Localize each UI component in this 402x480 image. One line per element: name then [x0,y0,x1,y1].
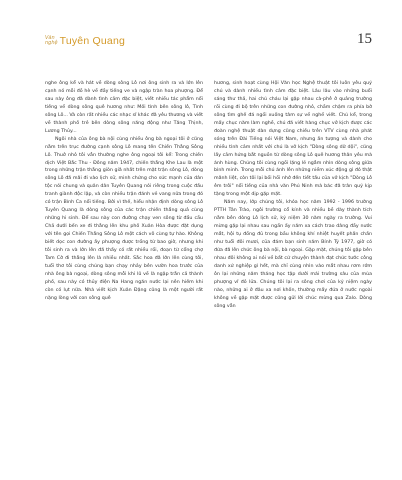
magazine-logo [45,32,125,50]
paragraph: Năm nay, lớp chúng tôi, khóa học năm 1992 - 1996 trường PTTH Tân Trào, ngôi trường cổ kính và nhiều bề dày thành tích nằm bên dòng Lô lịch sử, kỷ niệm 30 năm ngày ra trường. Vui mừng gặp lại nhau sau ngần ấy năm xa cách trao dâng đầy nước mắt, hội tụ đồng đủ trong bầu không khí nhiệt huyết phấn chấn như tuổi đôi mươi, của đám bạn sinh năm Bính Tý 1977, giờ có đứa đã lên chức ông bà nội, bà ngoại. Gặp mặt, chúng tôi gặp bên nhau đôi không ai nói về bất cứ chuyện thành đạt chức tước công danh xứ nghiệp gì hết, mà chỉ cùng nhìn vào mắt nhau rơm rớm ôn lại những năm tháng học tập dưới mái trường sâu của mùa phượng vĩ đỏ lửa. Chúng tôi lại ra sông chơi của kỷ niệm ngày nào, những ai ở đâu xa nơi khốn, thường mấy đứa ở nước ngoài không về gặp mặt được cũng gửi lời chúc mừng qua Zalo. Dòng sông vẫn [214,200,372,309]
logo-small-bottom: nghệ [45,40,58,46]
left-column [45,80,203,466]
article-body [45,80,372,466]
logo-title: Tuyên Quang [59,35,126,47]
paragraph: Ngôi nhà của ông bà nội cùng nhiều ông bà ngoại tôi ở cũng nằm trên trục đường cạnh sông Lô mang tên Chiến Thắng Sông Lô. Thuở nhỏ tôi vẫn thường nghe ông ngoại tôi kể: Trong chiến dịch Việt Bắc Thu - Đông năm 1947, chiến thắng Khe Lau là một trong những trận thắng giòn giã nhất trên mặt trận sông Lô, dòng sông Lô đã mãi đi vào lịch sử, minh chứng cho sức mạnh của dân tộc nói chung và quân dân Tuyên Quang nói riêng trong cuộc đấu tranh giành độc lập, và còn nhiều trận đánh vẻ vang nữa trong đó có trận Bình Ca nổi tiếng. Bởi vì thế, hiểu nhận định dòng sông Lô Tuyên Quang là dòng sông của các trận chiến thắng quả cùng những hi sinh. Để sau này con đường chạy ven sông từ đầu cầu Chả dưới bến xe đi thẳng lên khu phố Xuân Hòa được đặt dụng với tên gọi Chiến Thắng Sông Lô một cách vô cùng tự hào. Không biết dọc con đường ấy phượng được trồng từ bao giờ, nhưng khi tôi sinh ra và lớn lên đã thấy có rất nhiều rồi, đoạn từ cổng chợ Tam Cờ đi thẳng lên là nhiều nhất. Sắc hoa đã lớn lên cùng tôi, tuổi thơ tôi cùng chúng bạn chạy nhảy bên vườn hoa trước của nhà ông bà ngoại, dòng sông mỗi khi lũ về là ngập trắn cả thành phố, sau này có thủy điện Na Hang ngăn nước lại nên hiếm khi còn có lụt nữa. Nhà viết kịch Xuân Đặng cũng là một người rất nặng lòng với con sông quê [45,136,203,301]
paragraph: nghe ông kể và hát về dòng sông Lô nơi ông sinh ra và lớn lên cạnh nó mỗi đồ hè về đầy tiếng ve và ngập tràn hoa phượng. Để sau này ông đã dành tình cảm đặc biệt, viết nhiều tác phẩm nổi tiếng về dòng sông quê hương như: Mối tình bên sông lô, Tình sông Lô... Và còn rất nhiều các nhạc sĩ khác đã yêu thương và viết về thành phố trẻ bên dòng sông năng động như Tăng Thịnh, Lương Thủy... [45,81,203,134]
logo-small-top: Văn [45,35,55,41]
paragraph: hương, sinh hoạt cùng Hội Văn học Nghệ thuật tôi luôn yêu quý chú và dành nhiều tình cảm đặc biệt. Lâu lâu vào những buổi sáng thư thả, hai chú cháu lại gặp nhau cà-phê ở quảng trường rồi cùng đi bộ trên những con đường nhỏ, chầm chậm ra phía bờ sông tìm ghế đá ngồi xuống tâm sự về nghề viết. Chú kể, trong mấy chục năm làm nghề, chú đã viết hàng chục vở kịch được các đoàn nghệ thuật dàn dựng cũng chiếu trên VTV cùng nhà phát sóng trên Đài Tiếng nói Việt Nam, nhưng ấn tượng và dành cho nhiều tình cảm nhất với chú là vở kịch "Dòng sông dữ dội", cũng lấy cảm hứng bắt nguồn từ dòng sông Lô quê hương thân yêu mà ánh hùng. Chúng tôi cùng ngồi lặng lẽ ngắm nhìn dòng sông giữa bình minh. Trong mỗi chú ánh lên những niềm xúc động gì đó thật mãnh liệt, còn tôi lại bồi hồi nhớ đến tiết tấu của vở kịch "Dòng Lô êm trôi" nổi tiếng của nhà văn Phú Ninh mà bác đã trân quý kịp tặng trong một dịp gặp mặt. [214,81,372,198]
right-column [214,80,372,466]
page-number: 15 [357,31,372,47]
logo-small-text [45,36,58,46]
